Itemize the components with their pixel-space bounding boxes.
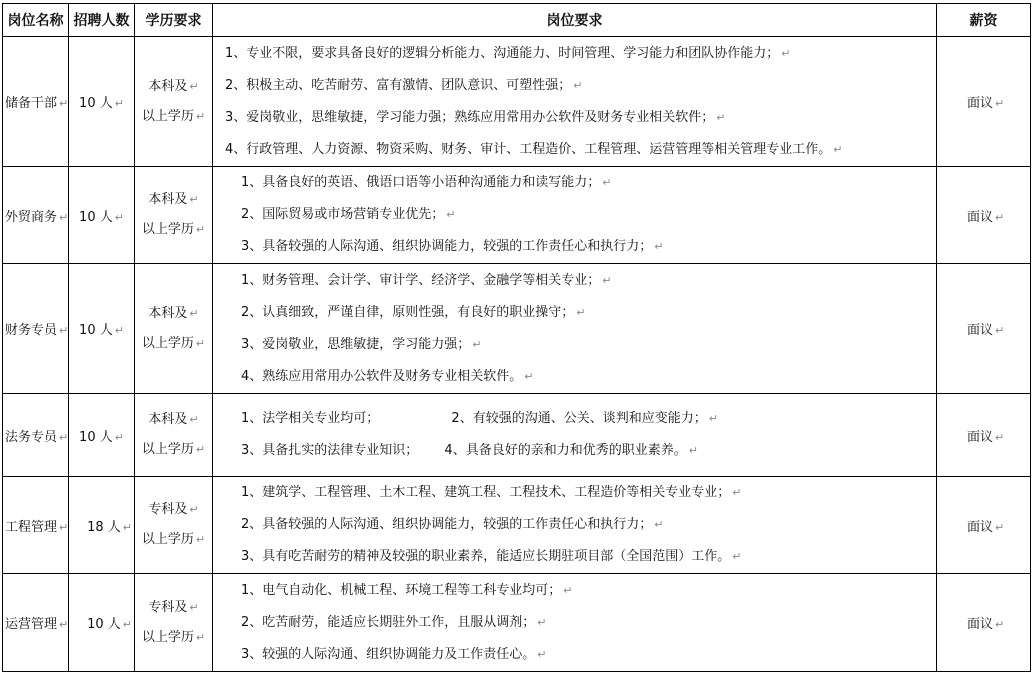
salary-cell: 面议 ↵ <box>937 167 1031 264</box>
header-requirements: 岗位要求 <box>213 4 937 37</box>
count-cell: 10 人 ↵ <box>69 574 135 672</box>
header-education: 学历要求 <box>135 4 213 37</box>
requirements-cell: 1、电气自动化、机械工程、环境工程等工科专业均可； ↵ 2、吃苦耐劳，能适应长期驻外工作，且服从调剂； ↵ 3、较强的人际沟通、组织协调能力及工作责任心。 ↵ <box>213 574 937 672</box>
count-cell: 10 人 ↵ <box>69 394 135 477</box>
education-cell: 本科及 ↵ 以上学历 ↵ <box>135 37 213 167</box>
header-row <box>3 4 1031 37</box>
salary-cell: 面议 ↵ <box>937 477 1031 574</box>
position-cell: 法务专员 ↵ <box>3 394 69 477</box>
position-cell: 外贸商务 ↵ <box>3 167 69 264</box>
requirements-cell: 1、专业不限，要求具备良好的逻辑分析能力、沟通能力、时间管理、学习能力和团队协作能力； ↵ 2、积极主动、吃苦耐劳、富有激情、团队意识、可塑性强； ↵ 3、爱岗敬业，思维敏捷，学习能力强；熟练应用常用办公软件及财务专业相关软件； ↵ 4、行政管理、人力资源、物资采购、财务、审计、工程造价、工程管理、运营管理等相关管理专业工作。 ↵ <box>213 37 937 167</box>
salary-cell: 面议 ↵ <box>937 574 1031 672</box>
education-cell: 专科及 ↵ 以上学历 ↵ <box>135 574 213 672</box>
salary-cell: 面议 ↵ <box>937 37 1031 167</box>
requirements-cell: 1、具备良好的英语、俄语口语等小语种沟通能力和读写能力； ↵ 2、国际贸易或市场营销专业优先； ↵ 3、具备较强的人际沟通、组织协调能力，较强的工作责任心和执行力； ↵ <box>213 167 937 264</box>
requirements-cell: 1、财务管理、会计学、审计学、经济学、金融学等相关专业； ↵ 2、认真细致，严谨自律，原则性强，有良好的职业操守； ↵ 3、爱岗敬业，思维敏捷，学习能力强； ↵ 4、熟练应用常用办公软件及财务专业相关软件。 ↵ <box>213 264 937 394</box>
count-cell: 10 人 ↵ <box>69 167 135 264</box>
count-cell: 18 人 ↵ <box>69 477 135 574</box>
position-cell: 工程管理 ↵ <box>3 477 69 574</box>
recruitment-table <box>2 3 1031 672</box>
table-row <box>3 37 1031 167</box>
salary-cell: 面议 ↵ <box>937 264 1031 394</box>
education-cell: 本科及 ↵ 以上学历 ↵ <box>135 167 213 264</box>
position-cell: 储备干部 ↵ <box>3 37 69 167</box>
count-cell: 10 人 ↵ <box>69 264 135 394</box>
count-cell: 10 人 ↵ <box>69 37 135 167</box>
header-salary: 薪资 <box>937 4 1031 37</box>
table-row <box>3 574 1031 672</box>
requirements-cell: 1、建筑学、工程管理、土木工程、建筑工程、工程技术、工程造价等相关专业专业； ↵ 2、具备较强的人际沟通、组织协调能力，较强的工作责任心和执行力； ↵ 3、具有吃苦耐劳的精神及较强的职业素养，能适应长期驻项目部（全国范围）工作。 ↵ <box>213 477 937 574</box>
header-count: 招聘人数 <box>69 4 135 37</box>
requirements-cell: 1、法学相关专业均可； 2、有较强的沟通、公关、谈判和应变能力； ↵ 3、具备扎实的法律专业知识； 4、具备良好的亲和力和优秀的职业素养。 ↵ <box>213 394 937 477</box>
table-row <box>3 264 1031 394</box>
position-cell: 财务专员 ↵ <box>3 264 69 394</box>
header-position: 岗位名称 <box>3 4 69 37</box>
education-cell: 专科及 ↵ 以上学历 ↵ <box>135 477 213 574</box>
table-row <box>3 477 1031 574</box>
salary-cell: 面议 ↵ <box>937 394 1031 477</box>
table-row <box>3 394 1031 477</box>
table-row <box>3 167 1031 264</box>
education-cell: 本科及 ↵ 以上学历 ↵ <box>135 394 213 477</box>
education-cell: 本科及 ↵ 以上学历 ↵ <box>135 264 213 394</box>
position-cell: 运营管理 ↵ <box>3 574 69 672</box>
